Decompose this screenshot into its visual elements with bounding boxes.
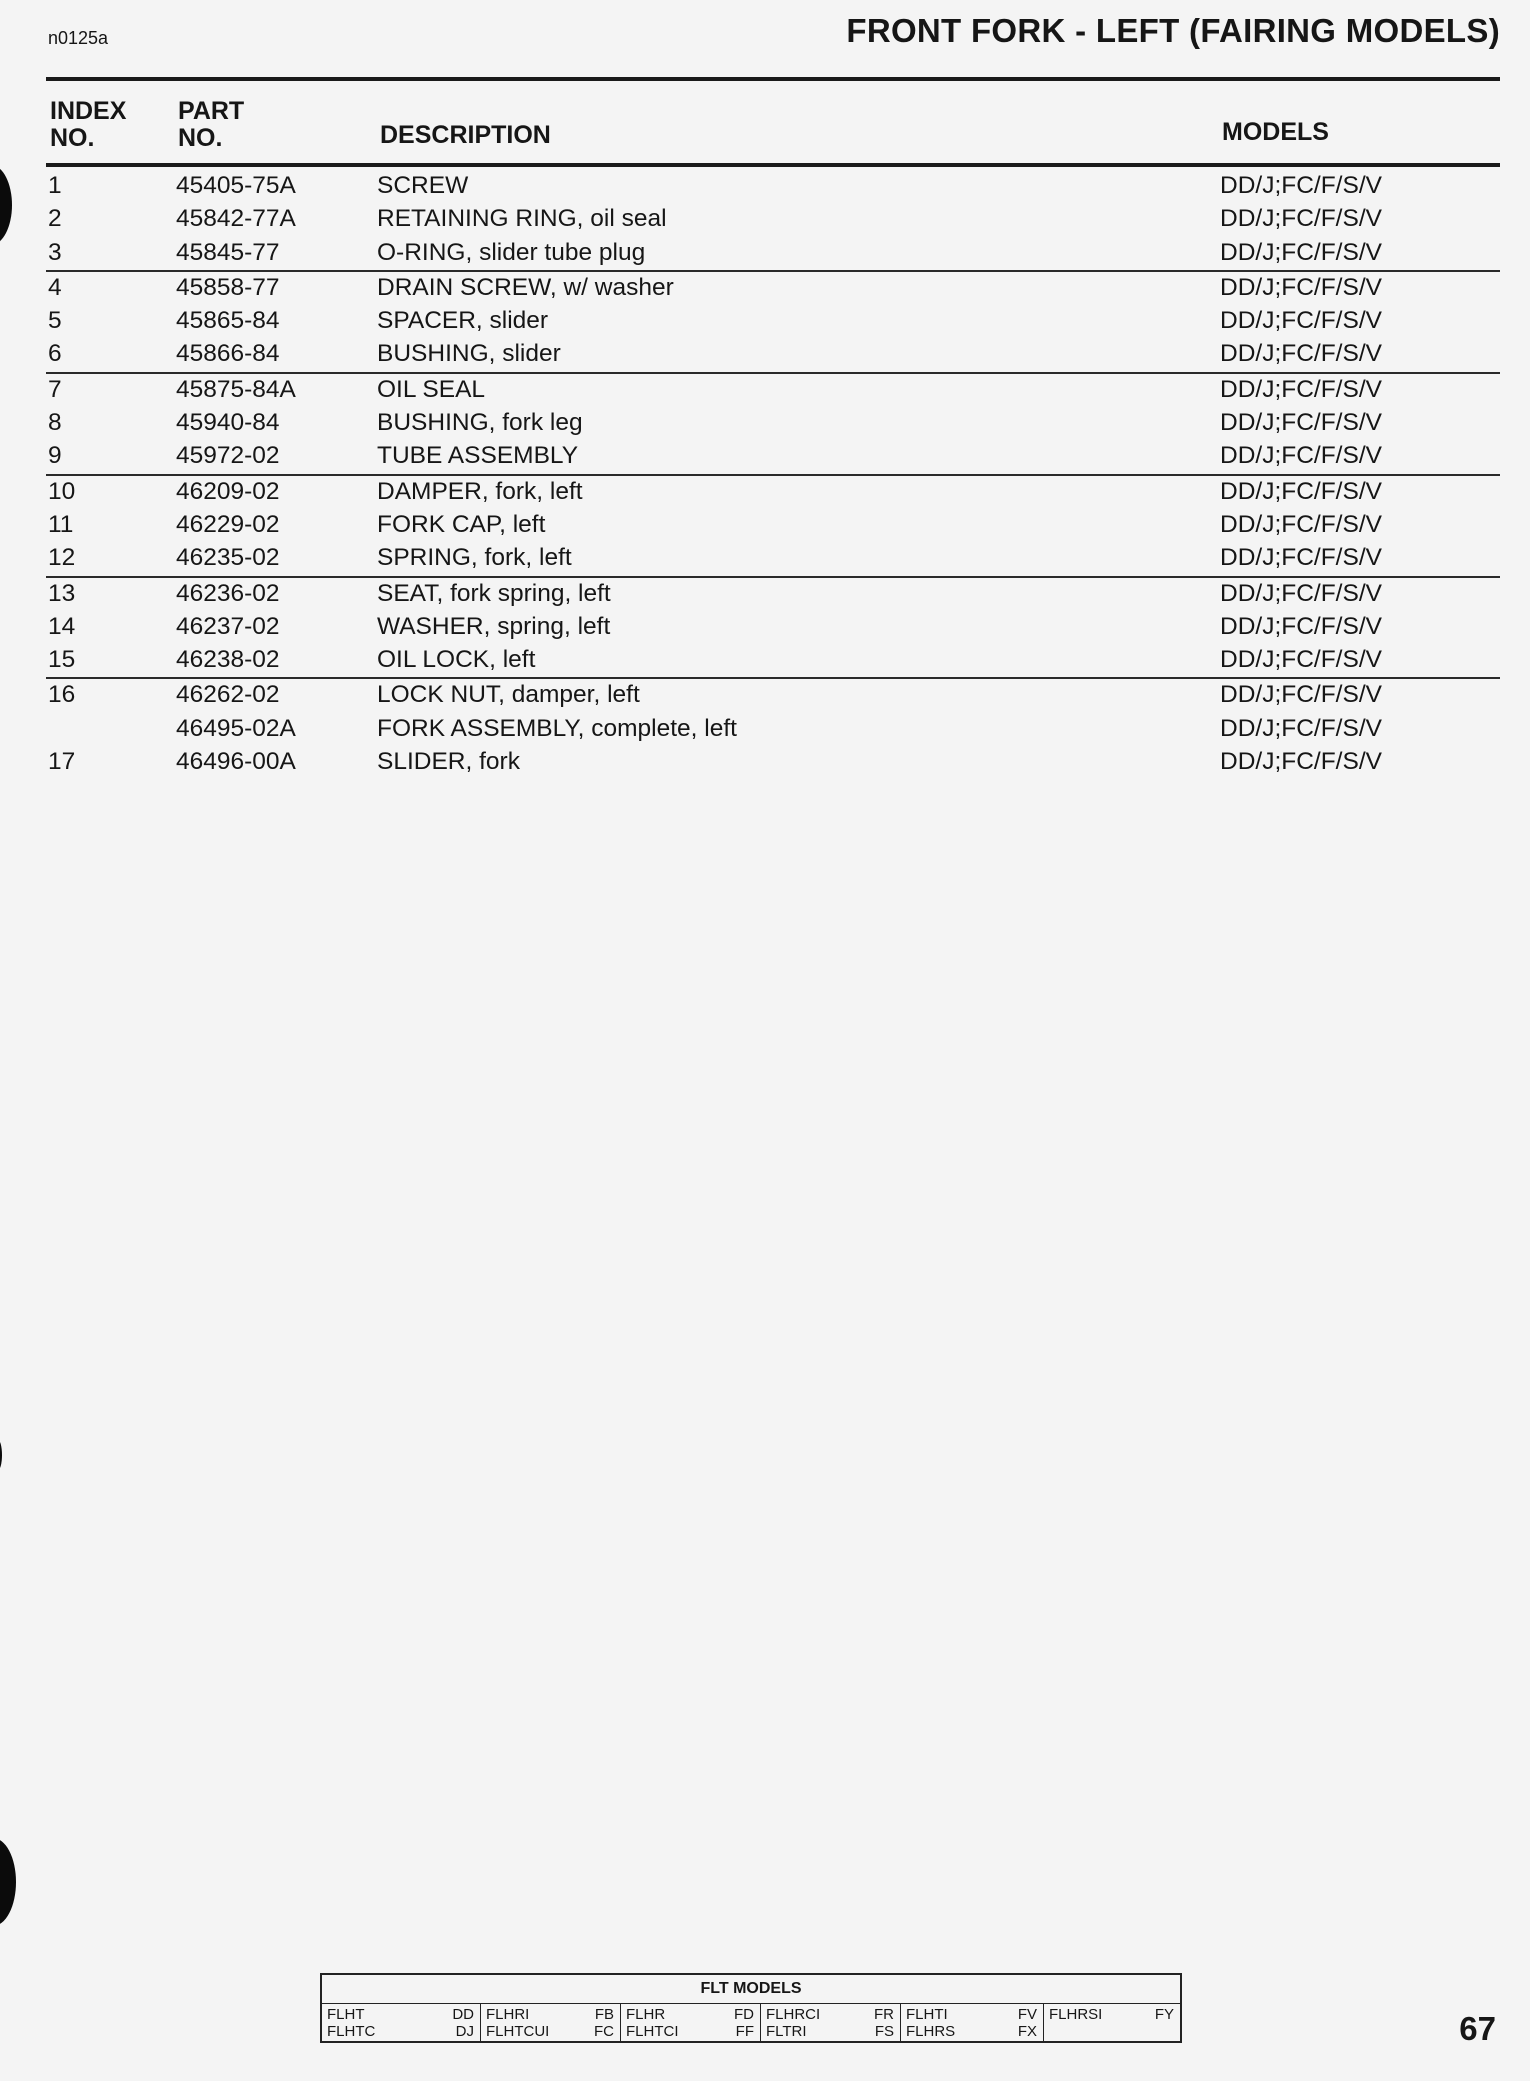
models-cell: DD/J;FC/F/S/V bbox=[1220, 442, 1382, 470]
models-cell: DD/J;FC/F/S/V bbox=[1220, 238, 1382, 266]
header-part-line2: NO. bbox=[178, 124, 223, 152]
part-number-cell: 45972-02 bbox=[176, 442, 280, 470]
model-name: FLHTI bbox=[906, 2006, 948, 2023]
description-cell: DAMPER, fork, left bbox=[377, 477, 583, 505]
model-code: FB bbox=[594, 2006, 614, 2023]
part-number-cell: 45940-84 bbox=[176, 409, 280, 437]
table-row bbox=[46, 713, 1500, 746]
flt-model-group bbox=[621, 2004, 761, 2042]
models-cell: DD/J;FC/F/S/V bbox=[1220, 172, 1382, 199]
table-row bbox=[46, 576, 1500, 611]
models-cell: DD/J;FC/F/S/V bbox=[1220, 307, 1382, 335]
index-cell: 15 bbox=[48, 646, 76, 674]
model-name: FLHTCI bbox=[626, 2023, 679, 2040]
index-cell: 2 bbox=[48, 205, 62, 233]
description-cell: WASHER, spring, left bbox=[377, 612, 611, 640]
index-cell: 11 bbox=[48, 510, 74, 538]
model-name: FLHR bbox=[626, 2006, 666, 2023]
table-row bbox=[46, 237, 1500, 270]
header-description: DESCRIPTION bbox=[380, 121, 551, 149]
model-code: FV bbox=[1017, 2006, 1037, 2023]
part-number-cell: 46262-02 bbox=[176, 681, 280, 709]
part-number-cell: 46495-02A bbox=[176, 714, 296, 742]
table-row bbox=[46, 440, 1500, 473]
flt-model-group bbox=[1044, 2004, 1180, 2042]
index-cell: 17 bbox=[48, 748, 76, 776]
table-row bbox=[46, 542, 1500, 575]
part-number-cell: 46236-02 bbox=[176, 579, 280, 607]
part-number-cell: 45865-84 bbox=[176, 307, 280, 335]
table-row bbox=[46, 644, 1500, 677]
part-number-cell: 45845-77 bbox=[176, 238, 280, 266]
models-cell: DD/J;FC/F/S/V bbox=[1220, 477, 1382, 505]
models-cell: DD/J;FC/F/S/V bbox=[1220, 681, 1382, 709]
table-row bbox=[46, 270, 1500, 305]
part-number-cell: 45858-77 bbox=[176, 273, 280, 301]
table-row bbox=[46, 305, 1500, 338]
models-cell: DD/J;FC/F/S/V bbox=[1220, 205, 1382, 233]
index-cell: 5 bbox=[48, 307, 62, 335]
description-cell: DRAIN SCREW, w/ washer bbox=[377, 273, 674, 301]
model-code: FR bbox=[874, 2006, 894, 2023]
model-name: FLTRI bbox=[766, 2023, 807, 2040]
model-name: FLHT bbox=[327, 2006, 365, 2023]
model-code: FX bbox=[1017, 2023, 1037, 2040]
index-cell: 14 bbox=[48, 612, 76, 640]
model-code: DD bbox=[452, 2006, 474, 2023]
models-cell: DD/J;FC/F/S/V bbox=[1220, 544, 1382, 572]
part-number-cell: 45875-84A bbox=[176, 375, 296, 403]
flt-models-box bbox=[320, 1973, 1182, 2043]
index-cell: 6 bbox=[48, 340, 62, 368]
flt-model-group bbox=[901, 2004, 1044, 2042]
models-cell: DD/J;FC/F/S/V bbox=[1220, 714, 1382, 742]
flt-model-group bbox=[481, 2004, 621, 2042]
title-rule bbox=[46, 77, 1500, 81]
description-cell: BUSHING, slider bbox=[377, 340, 561, 368]
description-cell: BUSHING, fork leg bbox=[377, 409, 583, 437]
description-cell: FORK CAP, left bbox=[377, 510, 546, 538]
table-row bbox=[46, 746, 1500, 779]
description-cell: SLIDER, fork bbox=[377, 748, 520, 776]
index-cell: 1 bbox=[48, 172, 62, 199]
models-cell: DD/J;FC/F/S/V bbox=[1220, 273, 1382, 301]
table-row bbox=[46, 170, 1500, 203]
index-cell: 13 bbox=[48, 579, 76, 607]
part-number-cell: 46238-02 bbox=[176, 646, 280, 674]
index-cell: 8 bbox=[48, 409, 62, 437]
description-cell: O-RING, slider tube plug bbox=[377, 238, 646, 266]
description-cell: FORK ASSEMBLY, complete, left bbox=[377, 714, 737, 742]
models-cell: DD/J;FC/F/S/V bbox=[1220, 579, 1382, 607]
models-cell: DD/J;FC/F/S/V bbox=[1220, 409, 1382, 437]
models-cell: DD/J;FC/F/S/V bbox=[1220, 612, 1382, 640]
index-cell: 10 bbox=[48, 477, 76, 505]
page-number: 67 bbox=[1459, 2010, 1496, 2047]
parts-table bbox=[46, 170, 1500, 779]
model-code: FD bbox=[734, 2006, 754, 2023]
description-cell: OIL SEAL bbox=[377, 375, 486, 403]
table-row bbox=[46, 372, 1500, 407]
part-number-cell: 45405-75A bbox=[176, 172, 296, 199]
model-name: FLHRSI bbox=[1049, 2006, 1103, 2023]
table-row bbox=[46, 611, 1500, 644]
binder-hole-middle bbox=[0, 1440, 2, 1470]
models-cell: DD/J;FC/F/S/V bbox=[1220, 510, 1382, 538]
part-number-cell: 46496-00A bbox=[176, 748, 296, 776]
model-code: FY bbox=[1154, 2006, 1174, 2023]
part-number-cell: 46229-02 bbox=[176, 510, 280, 538]
binder-hole-bottom bbox=[0, 1838, 16, 1926]
header-index bbox=[50, 98, 126, 152]
models-cell: DD/J;FC/F/S/V bbox=[1220, 375, 1382, 403]
models-cell: DD/J;FC/F/S/V bbox=[1220, 340, 1382, 368]
model-name: FLHTC bbox=[327, 2023, 376, 2040]
description-cell: SEAT, fork spring, left bbox=[377, 579, 611, 607]
part-number-cell: 46235-02 bbox=[176, 544, 280, 572]
page-code: n0125a bbox=[48, 28, 109, 48]
description-cell: TUBE ASSEMBLY bbox=[377, 442, 579, 470]
part-number-cell: 45842-77A bbox=[176, 205, 296, 233]
description-cell: OIL LOCK, left bbox=[377, 646, 536, 674]
index-cell: 16 bbox=[48, 681, 76, 709]
index-cell: 3 bbox=[48, 238, 62, 266]
model-name: FLHRCI bbox=[766, 2006, 821, 2023]
binder-hole-top bbox=[0, 165, 12, 245]
model-code: FS bbox=[874, 2023, 894, 2040]
table-row bbox=[46, 407, 1500, 440]
description-cell: LOCK NUT, damper, left bbox=[377, 681, 640, 709]
index-cell: 12 bbox=[48, 544, 76, 572]
index-cell: 7 bbox=[48, 375, 62, 403]
part-number-cell: 46209-02 bbox=[176, 477, 280, 505]
index-cell: 9 bbox=[48, 442, 62, 470]
model-name: FLHRI bbox=[486, 2006, 530, 2023]
flt-models-grid bbox=[322, 2004, 1180, 2042]
model-code: FF bbox=[735, 2023, 754, 2040]
description-cell: SPRING, fork, left bbox=[377, 544, 572, 572]
table-row bbox=[46, 203, 1500, 236]
model-code: DJ bbox=[455, 2023, 474, 2040]
models-cell: DD/J;FC/F/S/V bbox=[1220, 748, 1382, 776]
header-index-line2: NO. bbox=[50, 124, 95, 152]
model-code: FC bbox=[594, 2023, 614, 2040]
description-cell: SCREW bbox=[377, 172, 469, 199]
header-part-line1: PART bbox=[178, 97, 245, 125]
flt-model-group bbox=[322, 2004, 481, 2042]
model-name: FLHTCUI bbox=[486, 2023, 550, 2040]
models-cell: DD/J;FC/F/S/V bbox=[1220, 646, 1382, 674]
table-row bbox=[46, 474, 1500, 509]
index-cell: 4 bbox=[48, 273, 62, 301]
header-part bbox=[178, 98, 244, 152]
page-title: FRONT FORK - LEFT (FAIRING MODELS) bbox=[846, 12, 1500, 49]
header-index-line1: INDEX bbox=[50, 97, 127, 125]
flt-model-group bbox=[761, 2004, 901, 2042]
table-row bbox=[46, 338, 1500, 371]
table-row bbox=[46, 677, 1500, 712]
part-number-cell: 45866-84 bbox=[176, 340, 280, 368]
part-number-cell: 46237-02 bbox=[176, 612, 280, 640]
table-row bbox=[46, 509, 1500, 542]
header-models: MODELS bbox=[1222, 118, 1329, 146]
flt-models-title: FLT MODELS bbox=[322, 1975, 1180, 2004]
model-name: FLHRS bbox=[906, 2023, 956, 2040]
header-rule bbox=[46, 163, 1500, 167]
description-cell: RETAINING RING, oil seal bbox=[377, 205, 667, 233]
description-cell: SPACER, slider bbox=[377, 307, 549, 335]
